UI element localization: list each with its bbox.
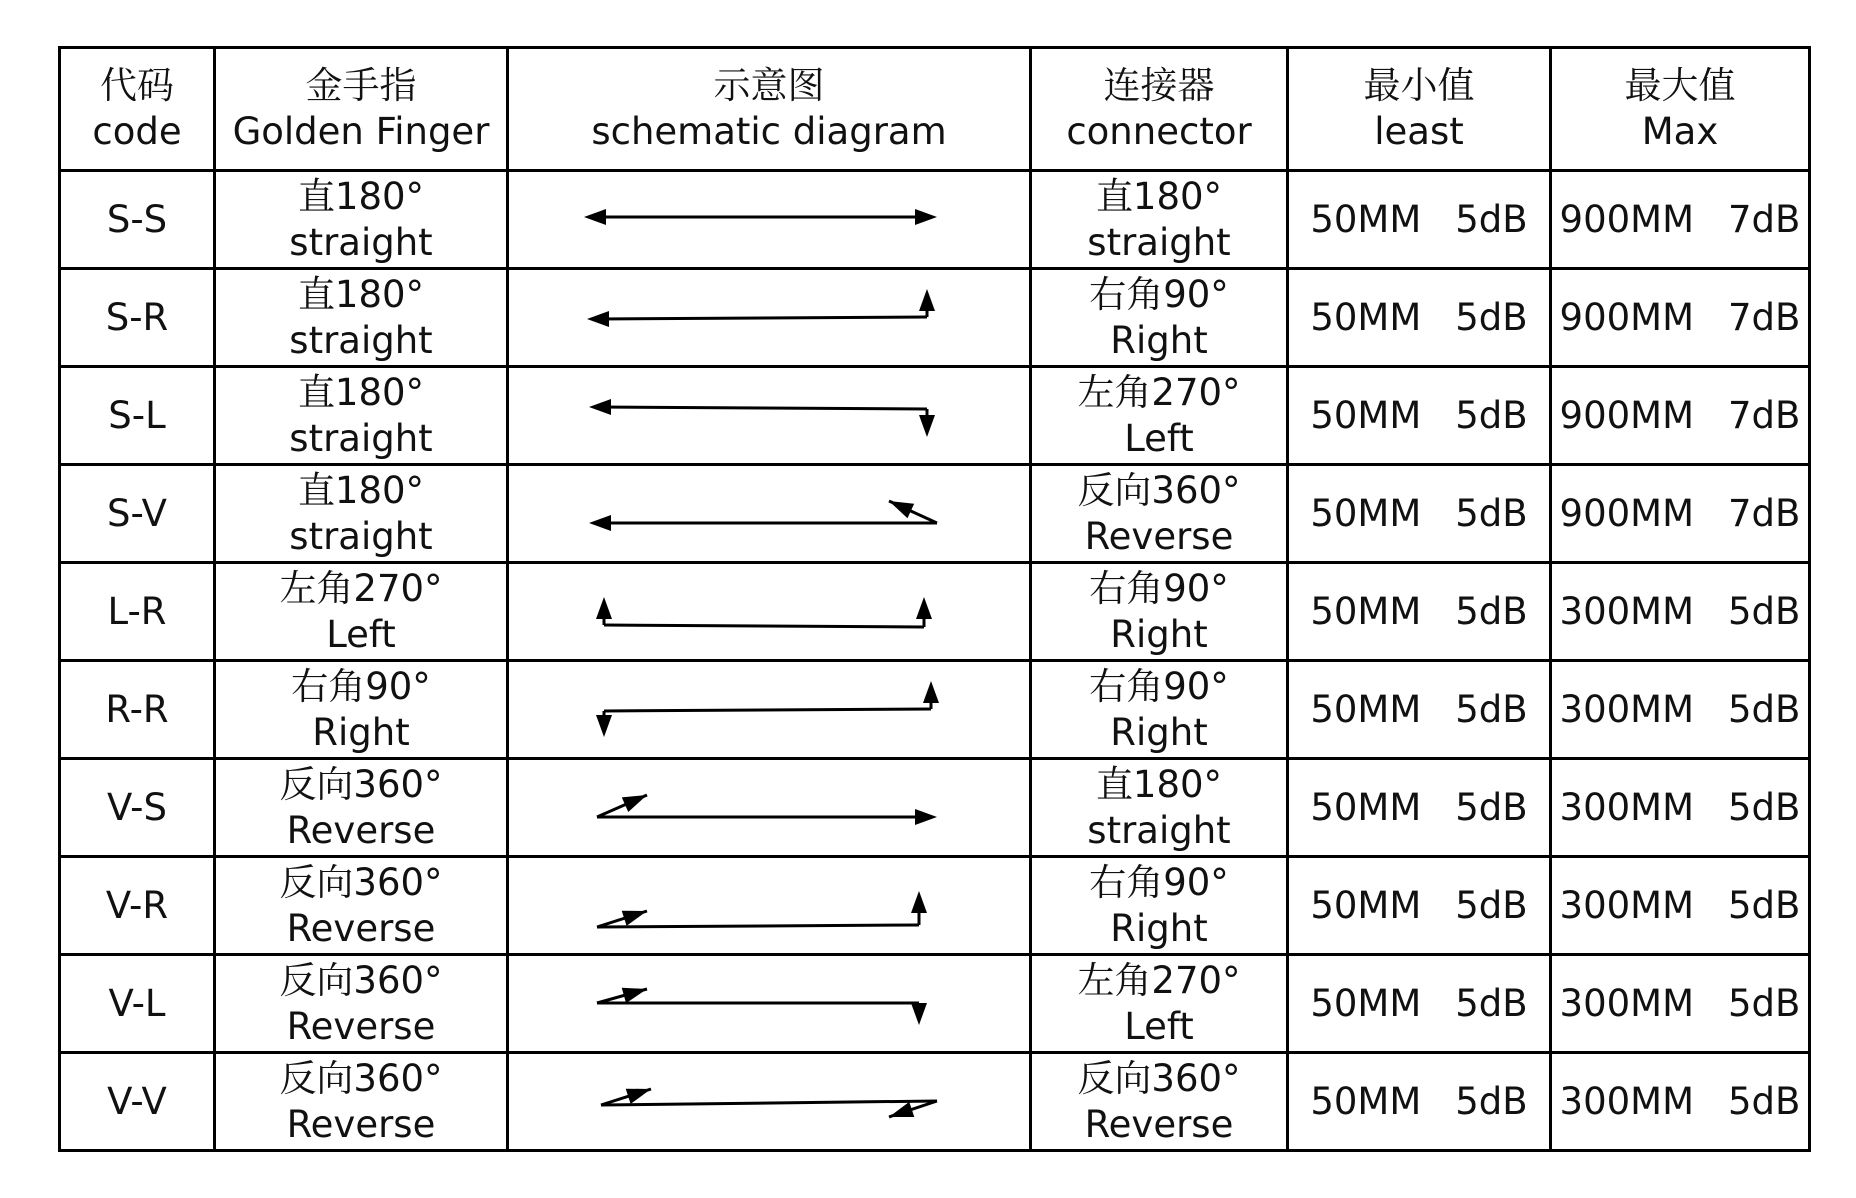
header-golden-finger: 金手指 Golden Finger (215, 48, 508, 171)
code-value: S-S (106, 197, 168, 241)
arrow-head (919, 289, 935, 311)
golden-finger-cell (215, 465, 508, 563)
header-connector: 连接器 connector (1031, 48, 1288, 171)
least-cell (1288, 171, 1551, 269)
arrow-head (915, 809, 937, 825)
code-value: V-R (105, 883, 169, 927)
least-db: 5dB (1455, 394, 1528, 437)
connector-cell (1031, 955, 1288, 1053)
arrow-head (622, 910, 647, 925)
schematic-cell (508, 1053, 1031, 1151)
connector-cell (1031, 171, 1288, 269)
max-length: 300MM (1559, 688, 1695, 731)
least-length: 50MM (1310, 982, 1422, 1025)
max-db: 5dB (1728, 1080, 1801, 1123)
arrow-head (923, 681, 939, 703)
schematic-cell (508, 367, 1031, 465)
arrow-head (919, 415, 935, 437)
arrow-head (589, 515, 611, 531)
arrow-head (911, 891, 927, 913)
golden-finger-cn: 右角90° (291, 664, 431, 708)
header-code: 代码 code (60, 48, 215, 171)
least-length: 50MM (1310, 1080, 1422, 1123)
code-cell (60, 269, 215, 367)
max-db: 5dB (1728, 688, 1801, 731)
least-db: 5dB (1455, 198, 1528, 241)
max-cell (1551, 661, 1810, 759)
least-length: 50MM (1310, 296, 1422, 339)
connector-cn: 右角90° (1089, 566, 1229, 610)
connector-en: Right (1110, 612, 1208, 656)
schematic-diagram (539, 567, 999, 657)
least-cell (1288, 759, 1551, 857)
code-cell (60, 1053, 215, 1151)
connector-en: Reverse (1084, 1102, 1234, 1146)
golden-finger-cell (215, 857, 508, 955)
connector-cn: 反向360° (1077, 468, 1241, 512)
max-length: 900MM (1559, 296, 1695, 339)
schematic-cell (508, 955, 1031, 1053)
least-db: 5dB (1455, 688, 1528, 731)
least-cell (1288, 857, 1551, 955)
golden-finger-cell (215, 661, 508, 759)
schematic-diagram (539, 665, 999, 755)
table-row (60, 661, 1810, 759)
arrow-head (596, 597, 612, 619)
golden-finger-cn: 直180° (297, 370, 425, 414)
max-cell (1551, 759, 1810, 857)
golden-finger-en: straight (289, 416, 433, 460)
connector-en: Right (1110, 906, 1208, 950)
max-length: 900MM (1559, 394, 1695, 437)
golden-finger-cell (215, 759, 508, 857)
max-cell (1551, 955, 1810, 1053)
max-db: 7dB (1728, 296, 1801, 339)
code-value: S-V (107, 491, 167, 535)
connector-cell (1031, 367, 1288, 465)
max-length: 300MM (1559, 982, 1695, 1025)
connector-cn: 右角90° (1089, 272, 1229, 316)
schematic-cell (508, 661, 1031, 759)
max-db: 5dB (1728, 590, 1801, 633)
arrow-head (626, 1088, 651, 1103)
header-least: 最小值 least (1288, 48, 1551, 171)
header-schematic-diagram: 示意图 schematic diagram (508, 48, 1031, 171)
golden-finger-en: Reverse (286, 808, 436, 852)
code-value: S-L (108, 393, 166, 437)
connector-cn: 直180° (1095, 762, 1223, 806)
connector-cell (1031, 759, 1288, 857)
connector-en: Reverse (1084, 514, 1234, 558)
least-length: 50MM (1310, 884, 1422, 927)
max-cell (1551, 563, 1810, 661)
arrow-head (911, 1003, 927, 1025)
code-cell (60, 367, 215, 465)
least-cell (1288, 367, 1551, 465)
code-cell (60, 955, 215, 1053)
golden-finger-en: Left (326, 612, 396, 656)
table-row (60, 1053, 1810, 1151)
connector-cell (1031, 1053, 1288, 1151)
arrow-head (916, 597, 932, 619)
golden-finger-cell (215, 367, 508, 465)
diagram-line (604, 625, 924, 627)
least-cell (1288, 465, 1551, 563)
connector-cn: 反向360° (1077, 1056, 1241, 1100)
least-cell (1288, 661, 1551, 759)
golden-finger-en: straight (289, 514, 433, 558)
golden-finger-cn: 直180° (297, 272, 425, 316)
code-value: L-R (107, 589, 167, 633)
schematic-diagram (539, 469, 999, 559)
golden-finger-cell (215, 269, 508, 367)
connector-cn: 直180° (1095, 174, 1223, 218)
cable-spec-table (58, 46, 1811, 1152)
arrow-head (622, 795, 647, 812)
max-cell (1551, 1053, 1810, 1151)
max-cell (1551, 465, 1810, 563)
arrow-head (915, 209, 937, 225)
least-length: 50MM (1310, 786, 1422, 829)
max-db: 7dB (1728, 492, 1801, 535)
golden-finger-cn: 直180° (297, 468, 425, 512)
golden-finger-en: Reverse (286, 1102, 436, 1146)
connector-cell (1031, 661, 1288, 759)
schematic-cell (508, 269, 1031, 367)
least-db: 5dB (1455, 590, 1528, 633)
arrow-head (889, 1101, 914, 1116)
golden-finger-cell (215, 563, 508, 661)
table-row (60, 367, 1810, 465)
connector-en: Left (1124, 416, 1194, 460)
connector-en: straight (1087, 808, 1231, 852)
schematic-cell (508, 759, 1031, 857)
diagram-line (597, 925, 919, 927)
max-length: 300MM (1559, 590, 1695, 633)
least-length: 50MM (1310, 492, 1422, 535)
connector-cell (1031, 269, 1288, 367)
least-cell (1288, 1053, 1551, 1151)
connector-cell (1031, 857, 1288, 955)
diagram-line (601, 1101, 937, 1105)
schematic-cell (508, 465, 1031, 563)
schematic-cell (508, 171, 1031, 269)
table-row (60, 171, 1810, 269)
golden-finger-cell (215, 955, 508, 1053)
least-cell (1288, 955, 1551, 1053)
code-cell (60, 465, 215, 563)
max-cell (1551, 857, 1810, 955)
arrow-head (889, 501, 914, 518)
least-cell (1288, 563, 1551, 661)
golden-finger-en: Right (312, 710, 410, 754)
least-length: 50MM (1310, 394, 1422, 437)
least-cell (1288, 269, 1551, 367)
golden-finger-en: Reverse (286, 906, 436, 950)
golden-finger-cn: 反向360° (279, 1056, 443, 1100)
max-db: 5dB (1728, 786, 1801, 829)
least-db: 5dB (1455, 492, 1528, 535)
code-value: S-R (105, 295, 169, 339)
diagram-line (599, 407, 927, 409)
least-length: 50MM (1310, 590, 1422, 633)
code-cell (60, 563, 215, 661)
diagram-line (597, 317, 927, 319)
schematic-diagram (539, 763, 999, 853)
code-cell (60, 661, 215, 759)
schematic-diagram (539, 861, 999, 951)
max-cell (1551, 367, 1810, 465)
header-row (60, 48, 1810, 171)
least-db: 5dB (1455, 884, 1528, 927)
schematic-diagram (539, 273, 999, 363)
golden-finger-cn: 反向360° (279, 958, 443, 1002)
table-row (60, 269, 1810, 367)
table-row (60, 563, 1810, 661)
schematic-diagram (539, 959, 999, 1049)
golden-finger-cn: 反向360° (279, 860, 443, 904)
least-length: 50MM (1310, 688, 1422, 731)
table-row (60, 857, 1810, 955)
schematic-cell (508, 857, 1031, 955)
max-length: 300MM (1559, 1080, 1695, 1123)
max-cell (1551, 171, 1810, 269)
table-row (60, 465, 1810, 563)
golden-finger-cn: 反向360° (279, 762, 443, 806)
schematic-diagram (539, 175, 999, 265)
diagram-line (604, 709, 931, 711)
connector-cell (1031, 465, 1288, 563)
arrow-head (584, 209, 606, 225)
golden-finger-cell (215, 171, 508, 269)
max-length: 300MM (1559, 884, 1695, 927)
connector-cell (1031, 563, 1288, 661)
max-db: 5dB (1728, 982, 1801, 1025)
connector-en: Right (1110, 710, 1208, 754)
header-max: 最大值 Max (1551, 48, 1810, 171)
schematic-cell (508, 563, 1031, 661)
max-length: 900MM (1559, 492, 1695, 535)
max-db: 5dB (1728, 884, 1801, 927)
arrow-head (587, 311, 609, 327)
max-length: 900MM (1559, 198, 1695, 241)
connector-en: Left (1124, 1004, 1194, 1048)
golden-finger-en: Reverse (286, 1004, 436, 1048)
connector-cn: 右角90° (1089, 860, 1229, 904)
connector-cn: 左角270° (1077, 370, 1241, 414)
connector-cn: 右角90° (1089, 664, 1229, 708)
least-db: 5dB (1455, 296, 1528, 339)
max-db: 7dB (1728, 198, 1801, 241)
arrow-head (596, 715, 612, 737)
code-value: R-R (105, 687, 169, 731)
code-cell (60, 171, 215, 269)
max-db: 7dB (1728, 394, 1801, 437)
code-cell (60, 857, 215, 955)
golden-finger-en: straight (289, 220, 433, 264)
max-length: 300MM (1559, 786, 1695, 829)
arrow-head (589, 399, 611, 415)
least-length: 50MM (1310, 198, 1422, 241)
connector-en: Right (1110, 318, 1208, 362)
schematic-diagram (539, 371, 999, 461)
code-value: V-S (107, 785, 167, 829)
code-value: V-L (108, 981, 166, 1025)
table-row (60, 955, 1810, 1053)
code-cell (60, 759, 215, 857)
code-value: V-V (107, 1079, 167, 1123)
golden-finger-cn: 左角270° (279, 566, 443, 610)
least-db: 5dB (1455, 1080, 1528, 1123)
table-row (60, 759, 1810, 857)
connector-cn: 左角270° (1077, 958, 1241, 1002)
golden-finger-cell (215, 1053, 508, 1151)
max-cell (1551, 269, 1810, 367)
golden-finger-cn: 直180° (297, 174, 425, 218)
least-db: 5dB (1455, 982, 1528, 1025)
least-db: 5dB (1455, 786, 1528, 829)
schematic-diagram (539, 1057, 999, 1147)
golden-finger-en: straight (289, 318, 433, 362)
arrow-head (622, 987, 647, 1002)
connector-en: straight (1087, 220, 1231, 264)
